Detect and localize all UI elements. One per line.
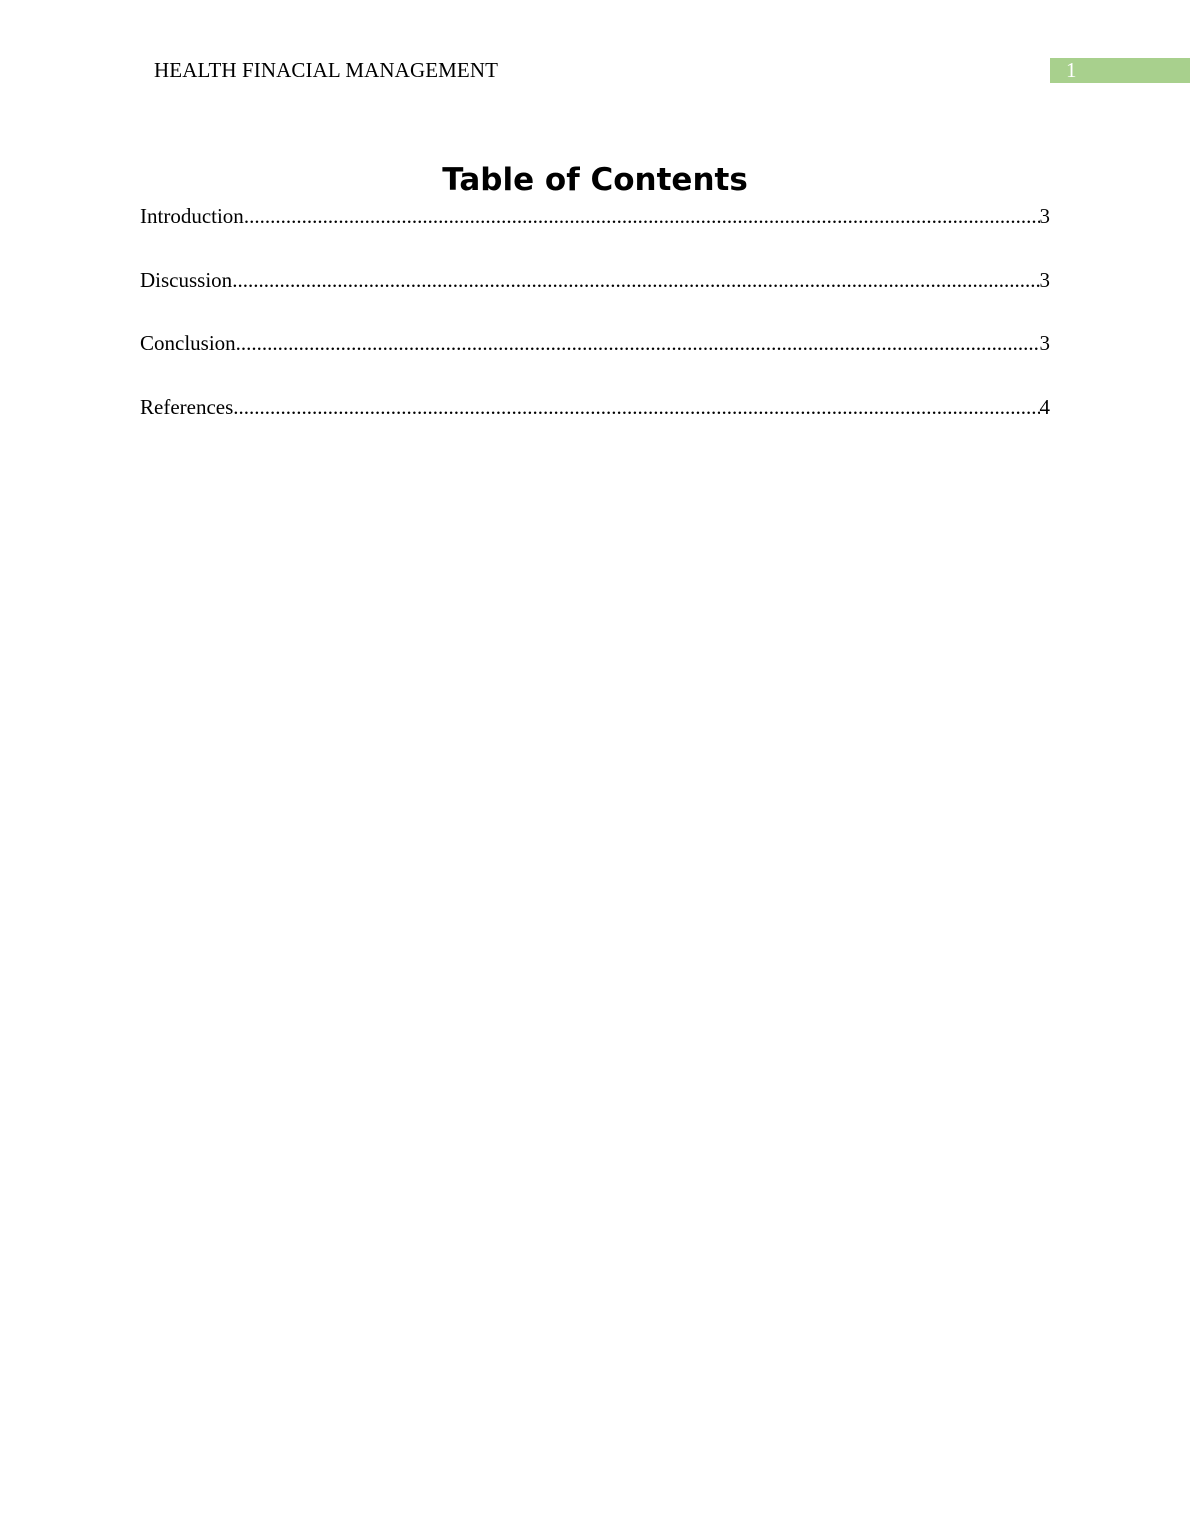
running-head: HEALTH FINACIAL MANAGEMENT xyxy=(154,58,499,82)
toc-list xyxy=(140,202,1050,456)
toc-entry-references[interactable] xyxy=(140,393,1050,457)
toc-entry-page: 3 xyxy=(1039,331,1050,355)
toc-dot-leader xyxy=(244,202,1040,230)
toc-dot-leader xyxy=(232,266,1039,294)
toc-entry-page: 3 xyxy=(1039,204,1050,228)
toc-entry-page: 4 xyxy=(1039,394,1050,419)
toc-entry-conclusion[interactable] xyxy=(140,329,1050,393)
page-number-box xyxy=(1050,58,1190,83)
toc-entry-label: Conclusion xyxy=(140,331,236,355)
toc-entry-introduction[interactable] xyxy=(140,202,1050,266)
toc-entry-discussion[interactable] xyxy=(140,266,1050,330)
toc-entry-label: References xyxy=(140,394,234,419)
toc-entry-label: Introduction xyxy=(140,204,244,228)
toc-title: Table of Contents xyxy=(442,162,748,198)
page-number: 1 xyxy=(1066,58,1077,82)
toc-entry-label: Discussion xyxy=(140,267,233,292)
toc-dot-leader xyxy=(236,329,1040,357)
toc-dot-leader xyxy=(233,393,1039,421)
toc-entry-page: 3 xyxy=(1039,267,1050,292)
